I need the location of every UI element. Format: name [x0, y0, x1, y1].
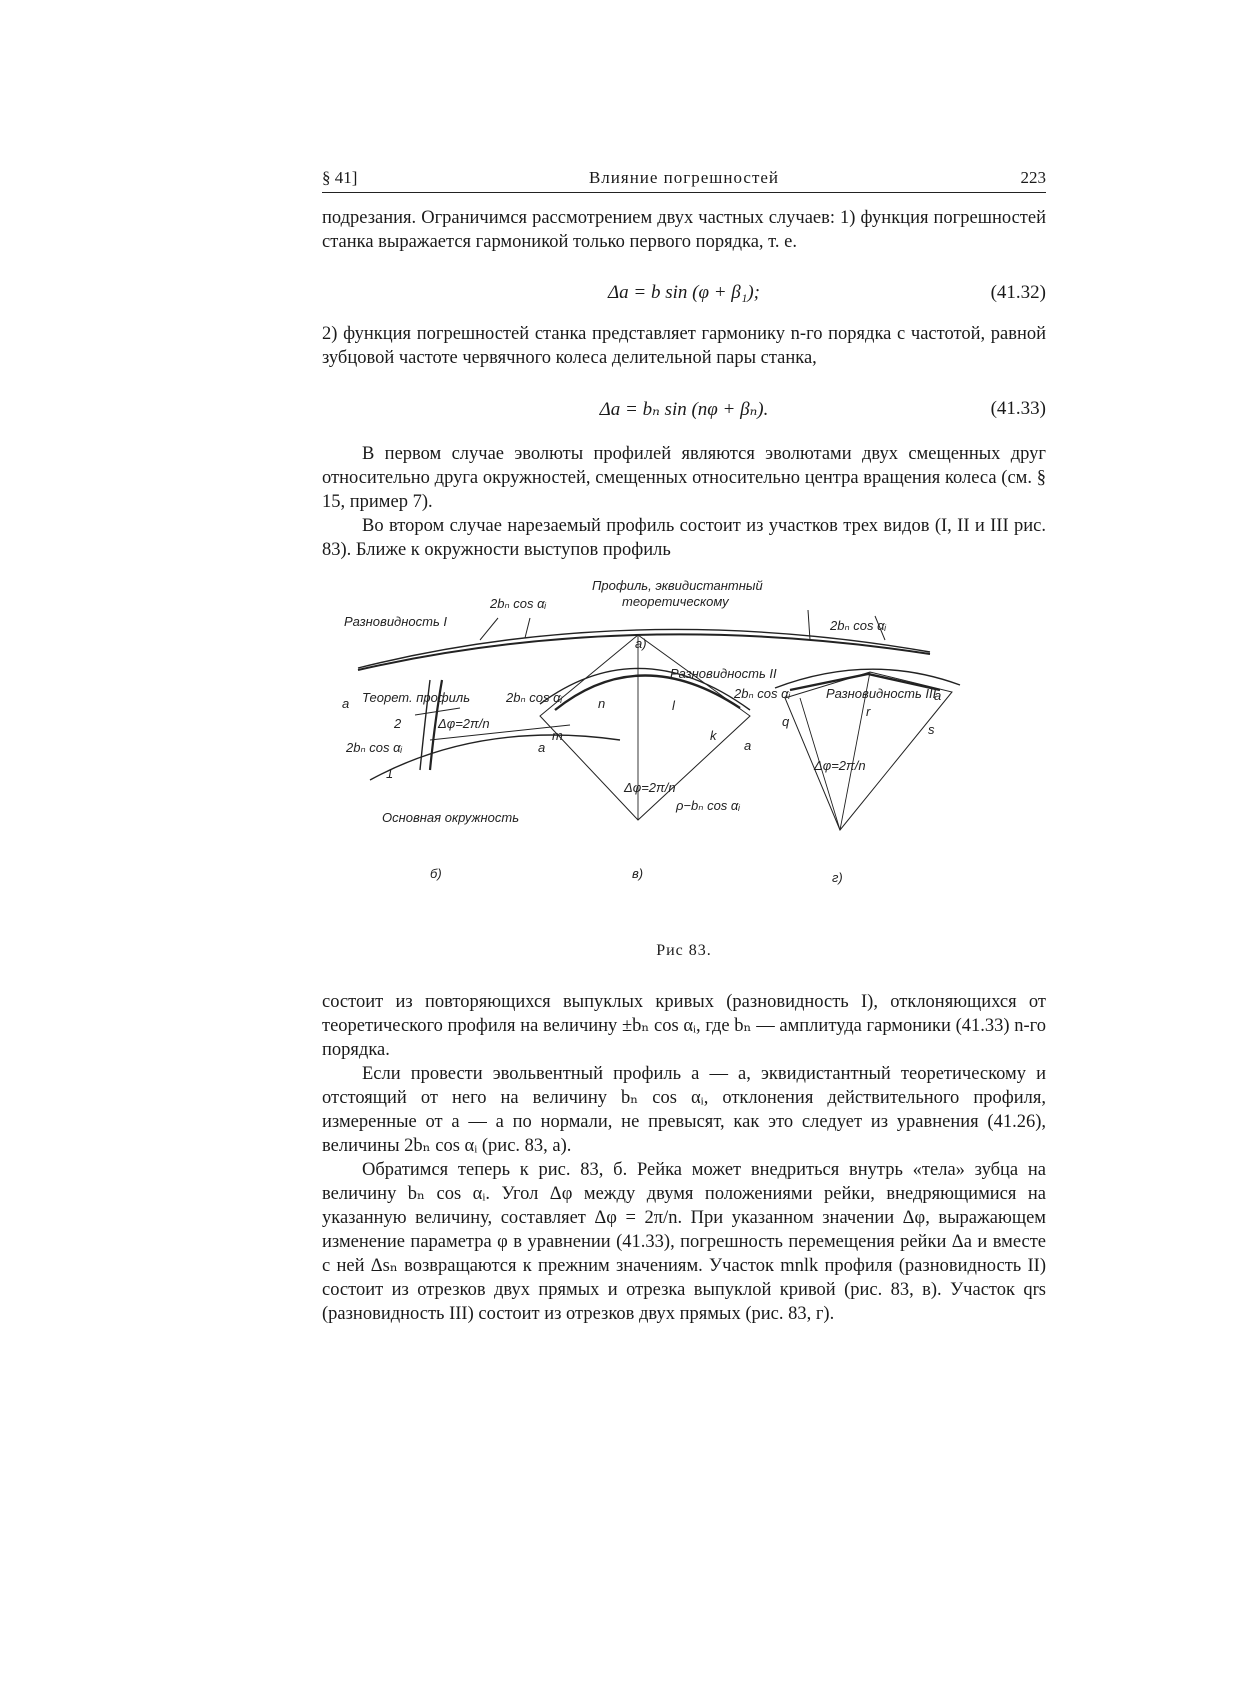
paragraph-4 [322, 514, 1046, 562]
section-number: § 41] [322, 168, 358, 187]
figure-83 [330, 580, 1070, 940]
label-k: k [710, 728, 717, 743]
label-sub-b: б) [430, 866, 442, 881]
equation-41-33 [322, 398, 1046, 424]
running-title: Влияние погрешностей [588, 168, 780, 187]
label-sub-a: a) [635, 636, 647, 651]
label-amp-a-left: 2bₙ cos αᵢ [490, 596, 547, 611]
paragraph-text: Во втором случае нарезаемый профиль состоит из участков трех видов (I, II и III рис. 83). Ближе к окружности выступов профиль [322, 516, 1046, 560]
paragraph-text: В первом случае эволюты профилей являются эволютами двух смещенных друг относительно друга окружностей, смещенных относительно центра вращения колеса (см. § 15, пример 7). [322, 444, 1046, 512]
figure-caption: Рис 83. [656, 942, 712, 959]
label-m: m [552, 728, 563, 743]
paragraph-text: состоит из повторяющихся выпуклых кривых (разновидность I), отклоняющихся от теоретического профиля на величину ±bₙ cos αᵢ, где bₙ — амплитуда гармоники (41.33) n-го порядка. [322, 992, 1046, 1060]
running-header [322, 168, 1046, 193]
label-var3: Разновидность III [826, 686, 937, 701]
equation-body: Δa = b sin (φ + β₁); [607, 282, 761, 303]
label-l: l [672, 698, 675, 713]
label-a-left: a [342, 696, 350, 711]
equation-41-32 [322, 282, 1046, 308]
paragraph-7 [322, 1158, 1046, 1326]
label-s: s [928, 722, 935, 737]
label-dphi-v: Δφ=2π/n [624, 780, 676, 795]
label-a-right: a [934, 688, 942, 703]
label-dphi-b: Δφ=2π/n [438, 716, 490, 731]
page-number: 223 [1020, 168, 1046, 187]
label-a-v-left: a [538, 740, 546, 755]
label-a-v-right: a [744, 738, 752, 753]
label-1: 1 [386, 766, 394, 781]
label-dphi-g: Δφ=2π/n [814, 758, 866, 773]
label-profile-equid-2: теоретическому [622, 594, 729, 609]
paragraph-text: Если провести эвольвентный профиль a — a, эквидистантный теоретическому и отстоящий от него на величину bₙ cos αᵢ, отклонения действительного профиля, измеренные от a — a по нормали, не превысят, как это следует из уравнения (41.26), величины 2bₙ cos αᵢ (рис. 83, a). [322, 1064, 1046, 1156]
label-amp-a-right: 2bₙ cos αᵢ [830, 618, 887, 633]
paragraph-text: 2) функция погрешностей станка представляет гармонику n-го порядка с частотой, равной зубцовой частоте червячного колеса делительной пары станка, [322, 324, 1046, 368]
label-n: n [598, 696, 606, 711]
label-amp-v: 2bₙ cos αᵢ [506, 690, 563, 705]
label-2: 2 [394, 716, 402, 731]
paragraph-6 [322, 1062, 1046, 1158]
base-circle-arc [370, 735, 620, 780]
paragraph-text: подрезания. Ограничимся рассмотрением двух частных случаев: 1) функция погрешностей станка выражается гармоникой только первого порядка, т. е. [322, 208, 1046, 252]
equation-number: (41.33) [990, 398, 1046, 419]
figure-drawing [330, 580, 1070, 940]
label-theor-profile: Теорет. профиль [362, 690, 471, 705]
label-profile-equid: Профиль, эквидистантный [592, 580, 763, 593]
paragraph-2 [322, 322, 1046, 370]
label-base-circle: Основная окружность [382, 810, 520, 825]
label-var1: Разновидность I [344, 614, 448, 629]
paragraph-5 [322, 990, 1046, 1062]
label-sub-v: в) [632, 866, 644, 881]
label-sub-g: г) [832, 870, 843, 885]
label-rho: ρ−bₙ cos αᵢ [676, 798, 740, 813]
label-amp-b: 2bₙ cos αᵢ [346, 740, 403, 755]
label-r: r [866, 704, 871, 719]
paragraph-1 [322, 206, 1046, 254]
label-amp-g: 2bₙ cos αᵢ [734, 686, 791, 701]
paragraph-3 [322, 442, 1046, 514]
paragraph-text: Обратимся теперь к рис. 83, б. Рейка может внедриться внутрь «тела» зубца на величину bₙ cos αᵢ. Угол Δφ между двумя положениями рейки, внедряющимися на указанную величину, составляет Δφ = 2π/n. При указанном значении Δφ, выражающем изменение параметра φ в уравнении (41.33), погрешность перемещения рейки Δa и вместе с ней Δsₙ возвращаются к прежним значениям. Участок mnlk профиля (разновидность II) состоит из отрезков двух прямых и отрезка выпуклой кривой (рис. 83, в). Участок qrs (разновидность III) состоит из отрезков двух прямых (рис. 83, г). [322, 1160, 1046, 1324]
label-var2: Разновидность II [670, 666, 777, 681]
equation-number: (41.32) [990, 282, 1046, 303]
equation-body: Δa = bₙ sin (nφ + βₙ). [599, 399, 769, 420]
label-q: q [782, 714, 790, 729]
